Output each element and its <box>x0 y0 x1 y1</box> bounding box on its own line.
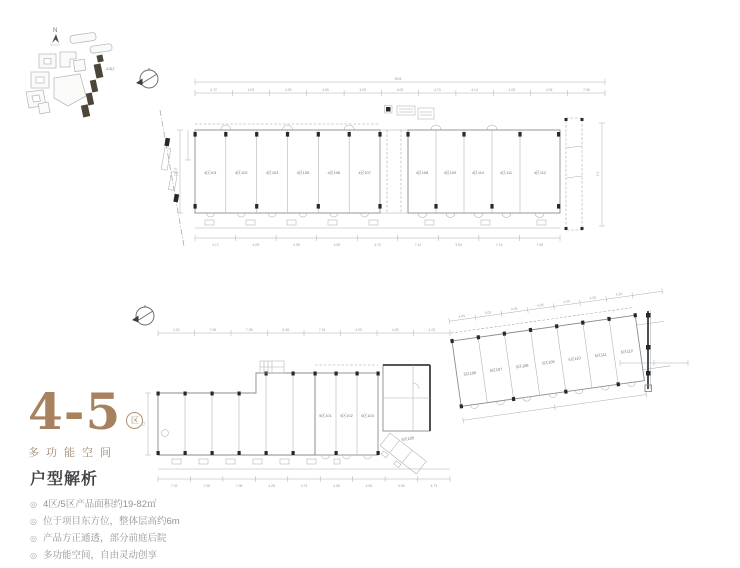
dimension-label: 4.28 <box>268 484 275 488</box>
dimension-label: 7.08 <box>209 328 217 332</box>
bullet-item <box>30 547 180 564</box>
unit-label: 5区101 <box>319 413 332 418</box>
dimension-label: 4.73 <box>374 243 381 247</box>
top-floor-plan <box>150 68 620 253</box>
unit-label: 4区109 <box>443 170 457 175</box>
zone-subtitle: 多功能空间 <box>28 447 118 459</box>
right-dimension <box>620 360 688 366</box>
ring-bullet-icon: ◎ <box>30 517 37 526</box>
unit-label: 5区102 <box>340 413 353 418</box>
dimension-label: 4.05 <box>589 295 597 301</box>
unit-label: 5区111 <box>594 351 608 359</box>
unit-label: 5区109 <box>541 358 555 366</box>
ring-bullet-icon: ◎ <box>30 500 37 509</box>
unit-label: 4区106 <box>327 170 341 175</box>
walkway-planters <box>195 220 560 228</box>
unit-label: 5区110 <box>568 355 581 362</box>
dimension-label: 7.2 <box>142 421 146 427</box>
dimension-label: 7.08 <box>203 484 211 488</box>
unit-label: 5区112 <box>620 347 634 355</box>
overall-dimension <box>195 77 605 85</box>
dimension-label: 4.05 <box>536 302 544 308</box>
door-arcs <box>206 213 544 218</box>
dimension-label: 4.73 <box>430 484 438 488</box>
dimension-label: 7.02 <box>170 484 178 488</box>
bottom-dimension-row <box>195 235 560 247</box>
dimension-label: 7.08 <box>536 243 544 247</box>
facade-scallops <box>221 125 497 130</box>
dimension-label: 4.05 <box>510 306 518 312</box>
dimension-label: 4.23 <box>172 328 180 332</box>
unit-label: 5区103 <box>361 413 374 418</box>
dimension-label: 4.05 <box>284 88 292 92</box>
dimension-label: 7.08 <box>245 328 253 332</box>
bullet-text: 多功能空间，自由灵动创享 <box>42 550 157 561</box>
dimension-label: 4.23 <box>615 291 623 297</box>
dimension-label: 4.14 <box>471 88 478 92</box>
bullet-text: 产品方正通透，部分前庭后院 <box>42 533 167 544</box>
walkway-planters <box>158 459 450 469</box>
dimension-label: 4.05 <box>293 243 300 247</box>
unit-label: 4区108 <box>415 170 429 175</box>
dimension-label: 4.05 <box>333 484 340 488</box>
dimension-label: 15.07 <box>174 167 178 177</box>
stair-detail <box>260 361 284 373</box>
bottom-floor-plan <box>128 283 718 498</box>
dimension-label: 4.23 <box>428 328 436 332</box>
dimension-label: 4.05 <box>355 328 363 332</box>
unit-label: 5区105 <box>401 435 415 442</box>
zone-title: 4-5 <box>28 382 122 441</box>
dimension-label: 7.08 <box>235 484 243 488</box>
unit-label: 4区110 <box>471 170 485 175</box>
unit-analysis <box>30 466 180 564</box>
wall-section-detail <box>645 311 652 392</box>
dimension-label: 4.05 <box>396 88 404 92</box>
dimension-label: 7.14 <box>414 243 422 247</box>
left-dimension <box>142 393 151 455</box>
dimension-label: 3.54 <box>455 243 462 247</box>
bullet-item <box>30 496 180 513</box>
dimension-label: 4.05 <box>391 328 399 332</box>
dimension-label: 4.05 <box>508 88 516 92</box>
bullet-item <box>30 513 180 530</box>
site-highlight-label: 4-5区 <box>106 67 115 71</box>
unit-label: 4区112 <box>533 170 547 175</box>
north-label: N <box>53 28 58 34</box>
zone-brand <box>28 382 143 460</box>
unit-labels <box>204 170 546 175</box>
dimension-label: 4.72 <box>210 88 217 92</box>
rotated-building <box>447 286 676 423</box>
unit-label: 4区105 <box>296 170 310 175</box>
dimension-label: 5.38 <box>282 328 290 332</box>
dimension-label: 4.05 <box>458 313 466 319</box>
dimension-label: 4.05 <box>397 484 405 488</box>
north-arrow-icon <box>52 34 59 43</box>
unit-label: 4区103 <box>265 170 279 175</box>
bottom-dimension-row <box>158 476 450 488</box>
unit-label: 4区111 <box>500 170 512 175</box>
dimension-label: 4.05 <box>562 299 571 305</box>
dimension-label: 4.05 <box>365 484 373 488</box>
site-map <box>10 12 130 124</box>
dimension-label: 59.8 <box>394 77 402 81</box>
site-boundary <box>160 110 184 246</box>
plan-legend <box>385 106 435 120</box>
ring-bullet-icon: ◎ <box>30 534 37 543</box>
zone-circle-badge <box>126 412 143 429</box>
zone-suffix: 区 <box>130 416 139 425</box>
dimension-label: 7.08 <box>583 88 590 92</box>
dimension-label: 4.03 <box>247 88 255 92</box>
top-dimension-row <box>195 88 605 96</box>
dimension-label: 4.73 <box>433 88 441 92</box>
unit-label: 5区107 <box>489 366 503 374</box>
unit-label: 4区101 <box>204 170 217 175</box>
dimension-label: 4.05 <box>252 243 260 247</box>
dimension-label: 4.05 <box>545 88 553 92</box>
bullet-item <box>30 530 180 547</box>
flat-unit-block <box>383 365 430 442</box>
dimension-label: 7.14 <box>495 243 503 247</box>
ring-bullet-icon: ◎ <box>30 551 37 560</box>
unit-label: 5区108 <box>515 362 529 370</box>
bullet-list <box>30 496 180 564</box>
bullet-text: 位于项目东方位，整体层高约6m <box>42 516 180 527</box>
unit-label: 4区107 <box>358 170 371 175</box>
bullet-text: 4区/5区产品面积约19-82㎡ <box>42 499 157 510</box>
dimension-label: 7.91 <box>318 328 326 332</box>
unit-label: 4区102 <box>235 170 248 175</box>
section-title: 户型解析 <box>30 471 99 488</box>
north-arrow <box>50 28 60 45</box>
dimension-label: 4.05 <box>333 243 341 247</box>
dimension-label: 4.05 <box>322 88 329 92</box>
unit-label: 5区106 <box>463 369 477 377</box>
dimension-label: 4.73 <box>300 484 308 488</box>
unit-block <box>314 365 380 459</box>
hatched-building <box>157 361 316 455</box>
dimension-label: 4.05 <box>359 88 367 92</box>
top-dimension-row <box>158 328 450 336</box>
right-annex <box>565 118 606 230</box>
dimension-label: 4.05 <box>484 310 492 316</box>
dimension-label: 7.2 <box>596 171 600 177</box>
dimension-label: 4.72 <box>211 243 219 247</box>
